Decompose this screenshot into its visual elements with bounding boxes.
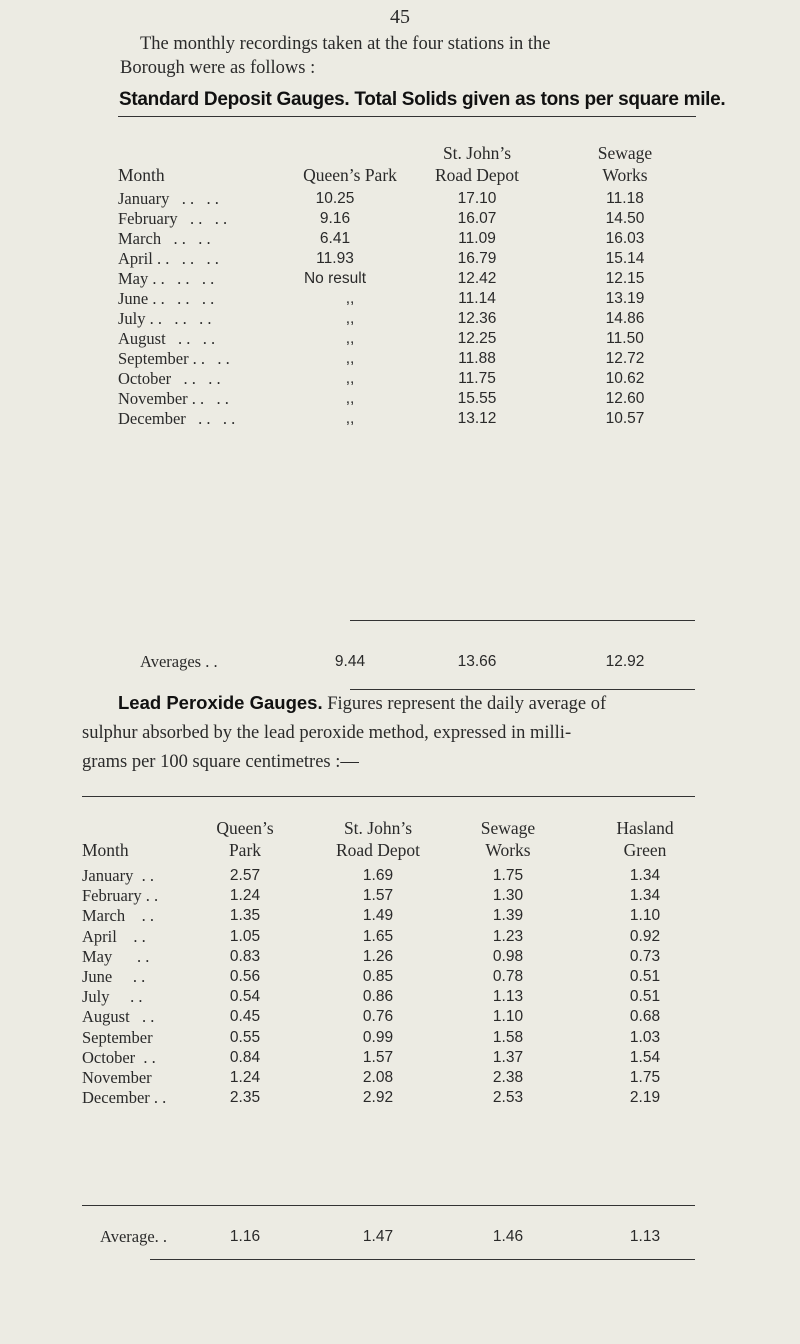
table1-row-st-johns: 17.10 [457,190,497,207]
t1-avg-sewage: 12.92 [605,653,645,670]
table1-row-sewage: 12.72 [605,350,645,367]
t2-col-st-johns-line2: Road Depot [335,840,421,860]
t2-col-sewage-line2: Works [485,840,531,860]
table1-row-sewage: 14.86 [605,310,645,327]
table1-row-month: August . . . . [118,329,216,348]
table2-row-queens-park: 2.57 [229,867,261,884]
t2-col-hasland-line1: Hasland [616,818,674,838]
table1-row-st-johns: 15.55 [457,390,497,407]
lead-peroxide-line-1 [118,688,718,719]
t2-average-label: Average. . [100,1227,168,1246]
table2-row-st-johns: 1.26 [362,947,394,965]
table2-row-queens-park: 0.83 [229,947,261,965]
t2-avg-sewage: 1.46 [492,1228,524,1245]
table2-row-hasland: 1.10 [629,907,661,925]
table2-row-st-johns: 1.49 [362,907,394,925]
table2-row-queens-park: 1.24 [229,887,261,905]
table1-row-sewage: 13.19 [605,290,645,307]
t2-col-sewage-line1: Sewage [480,818,536,838]
table2-row-st-johns: 0.85 [362,968,394,985]
t2-col-queens-line1: Queen’s [216,818,274,838]
table2-row-month: August . . [82,1007,155,1027]
table1-row-month: December . . . . [118,409,236,428]
table2-row-sewage: 1.39 [492,907,524,925]
table2-row-queens-park: 1.24 [229,1069,261,1086]
table1-average-rule [350,620,695,621]
table1-row-st-johns: 11.75 [458,370,496,387]
t2-avg-hasland: 1.13 [629,1228,661,1245]
table1-row-st-johns: 16.79 [457,250,497,267]
table1-row-sewage: 11.50 [606,330,644,347]
table1-row-sewage: 10.62 [605,370,645,387]
t1-col-st-johns-line2: Road Depot [434,165,520,185]
table2-row-sewage: 1.13 [492,988,524,1006]
table2-row-st-johns: 1.65 [362,927,394,945]
table1-row-sewage: 15.14 [605,250,645,267]
lead-peroxide-line-3: grams per 100 square centimetres :— [82,752,359,772]
table2-row-sewage: 1.23 [492,927,524,945]
table2-row-sewage: 0.98 [492,947,524,965]
table2-row-queens-park: 0.84 [229,1048,261,1066]
table2-bottom-rule [150,1259,695,1260]
table2-row-hasland: 0.92 [629,927,661,945]
table2-row-month: June . . [82,967,146,986]
table1-row-month: September . . . . [118,349,230,368]
table2-row-st-johns: 2.92 [362,1089,394,1107]
table1-row-st-johns: 13.12 [457,410,497,427]
table2-row-month: April . . [82,926,146,946]
t2-col-hasland-line2: Green [623,840,667,860]
table1-row-month: March . . . . [118,229,211,248]
table2-row-month: January . . [82,866,154,885]
table2-row-hasland: 1.34 [629,887,661,905]
table1-row-st-johns: 12.36 [457,310,497,327]
table2-row-queens-park: 1.05 [229,927,261,945]
table1-row-month: June . . . . . . [118,289,215,308]
table1-row-st-johns: 11.09 [458,230,496,247]
t2-avg-st-johns: 1.47 [362,1228,394,1245]
table1-row-st-johns: 12.25 [457,330,497,347]
t2-col-month: Month [82,840,129,860]
table1-row-month: April . . . . . . [118,249,219,268]
table1-row-sewage: 12.15 [605,270,645,287]
table1-top-rule [118,116,696,117]
table2-row-hasland: 0.73 [629,947,661,965]
table2-row-hasland: 0.68 [629,1008,661,1026]
table1-row-queens-park: No result [303,270,367,287]
intro-paragraph [120,32,720,80]
t1-avg-st-johns: 13.66 [457,653,497,670]
table2-row-month: November [82,1068,152,1087]
table1-row-month: February . . . . [118,209,228,228]
t2-col-queens-line2: Park [228,840,262,860]
table1-row-month: May . . . . . . [118,269,215,288]
table2-row-st-johns: 2.08 [362,1069,394,1086]
table2-row-queens-park: 0.56 [229,968,261,985]
table2-row-sewage: 1.58 [492,1028,524,1046]
t1-col-sewage-line2: Works [602,165,648,185]
table2-row-hasland: 1.54 [629,1048,661,1066]
table1-row-queens-park: ,, [345,290,355,307]
table2-row-month: February . . [82,886,159,906]
table2-row-sewage: 1.30 [492,887,524,905]
lead-peroxide-paragraph [82,688,718,777]
table1-row-sewage: 10.57 [605,410,645,427]
table2-row-hasland: 0.51 [629,968,661,985]
table1-row-sewage: 12.60 [605,390,645,407]
table2-row-queens-park: 1.35 [229,907,261,925]
table2-row-sewage: 2.38 [492,1069,524,1086]
table1-row-queens-park: ,, [345,390,355,407]
t1-averages-label: Averages . . [140,652,218,671]
table1-row-st-johns: 12.42 [457,270,497,287]
t1-col-st-johns-line1: St. John’s [442,143,512,163]
intro-line-1: The monthly recordings taken at the four stations in the [140,34,551,54]
standard-deposit-heading: Standard Deposit Gauges. Total Solids given as tons per square mile. [119,89,726,110]
table2-row-hasland: 1.34 [629,867,661,884]
table2-row-st-johns: 1.57 [362,1048,394,1066]
lead-peroxide-line-2: sulphur absorbed by the lead peroxide method, expressed in milli- [82,723,572,743]
lead-peroxide-heading: Lead Peroxide Gauges. [118,692,323,713]
table1-row-sewage: 16.03 [605,230,645,247]
t1-avg-queens-park: 9.44 [334,653,366,670]
lead-peroxide-text-1: Figures represent the daily average of [322,694,607,714]
table2-row-queens-park: 0.54 [229,988,261,1006]
table2-row-month: March . . [82,906,154,926]
table1-row-st-johns: 16.07 [457,210,497,227]
page-number: 45 [390,6,410,28]
table2-row-queens-park: 2.35 [229,1089,261,1107]
table1-row-sewage: 14.50 [605,210,645,227]
intro-line-2: Borough were as follows : [120,58,316,78]
table1-row-queens-park: 6.41 [319,230,351,247]
table2-row-month: September [82,1027,153,1047]
table2-row-month: December . . [82,1088,167,1108]
t2-avg-queens-park: 1.16 [229,1228,261,1245]
table2-top-rule [82,796,695,797]
table2-row-hasland: 0.51 [629,988,661,1006]
table1-row-st-johns: 11.14 [458,290,496,307]
table2-row-sewage: 0.78 [492,968,524,985]
table1-row-queens-park: ,, [345,330,355,347]
table1-row-queens-park: ,, [345,310,355,327]
table1-row-queens-park: ,, [345,370,355,387]
table1-row-queens-park: 11.93 [316,250,354,267]
table2-row-st-johns: 1.69 [362,867,394,884]
table1-row-queens-park: 9.16 [319,210,351,227]
t2-col-st-johns-line1: St. John’s [343,818,413,838]
table2-row-sewage: 1.10 [492,1008,524,1026]
table2-row-st-johns: 0.76 [362,1008,394,1026]
table2-row-month: July . . [82,987,143,1007]
table1-row-month: November . . . . [118,389,229,408]
table2-row-queens-park: 0.45 [229,1008,261,1026]
table2-average-rule [82,1205,695,1206]
table2-row-sewage: 2.53 [492,1089,524,1107]
table1-row-queens-park: 10.25 [315,190,355,207]
t1-col-queens-park: Queen’s Park [303,165,397,185]
table2-row-st-johns: 0.99 [362,1028,394,1046]
table1-row-queens-park: ,, [345,410,355,427]
table2-row-st-johns: 1.57 [362,887,394,905]
t1-col-month: Month [118,165,165,185]
table2-row-st-johns: 0.86 [362,988,394,1006]
table1-row-queens-park: ,, [345,350,355,367]
table2-row-month: October . . [82,1047,156,1067]
table2-row-hasland: 1.75 [629,1069,661,1086]
table1-row-month: July . . . . . . [118,309,212,328]
table1-row-month: January . . . . [118,189,219,208]
table1-row-month: October . . . . [118,369,221,388]
table2-row-sewage: 1.37 [492,1048,524,1066]
t1-col-sewage-line1: Sewage [597,143,653,163]
table2-row-sewage: 1.75 [492,867,524,884]
table2-row-month: May . . [82,946,150,966]
table2-row-hasland: 1.03 [629,1028,661,1046]
table2-row-hasland: 2.19 [629,1089,661,1107]
table1-row-st-johns: 11.88 [458,350,496,367]
table1-row-sewage: 11.18 [606,190,644,207]
table2-row-queens-park: 0.55 [229,1028,261,1046]
